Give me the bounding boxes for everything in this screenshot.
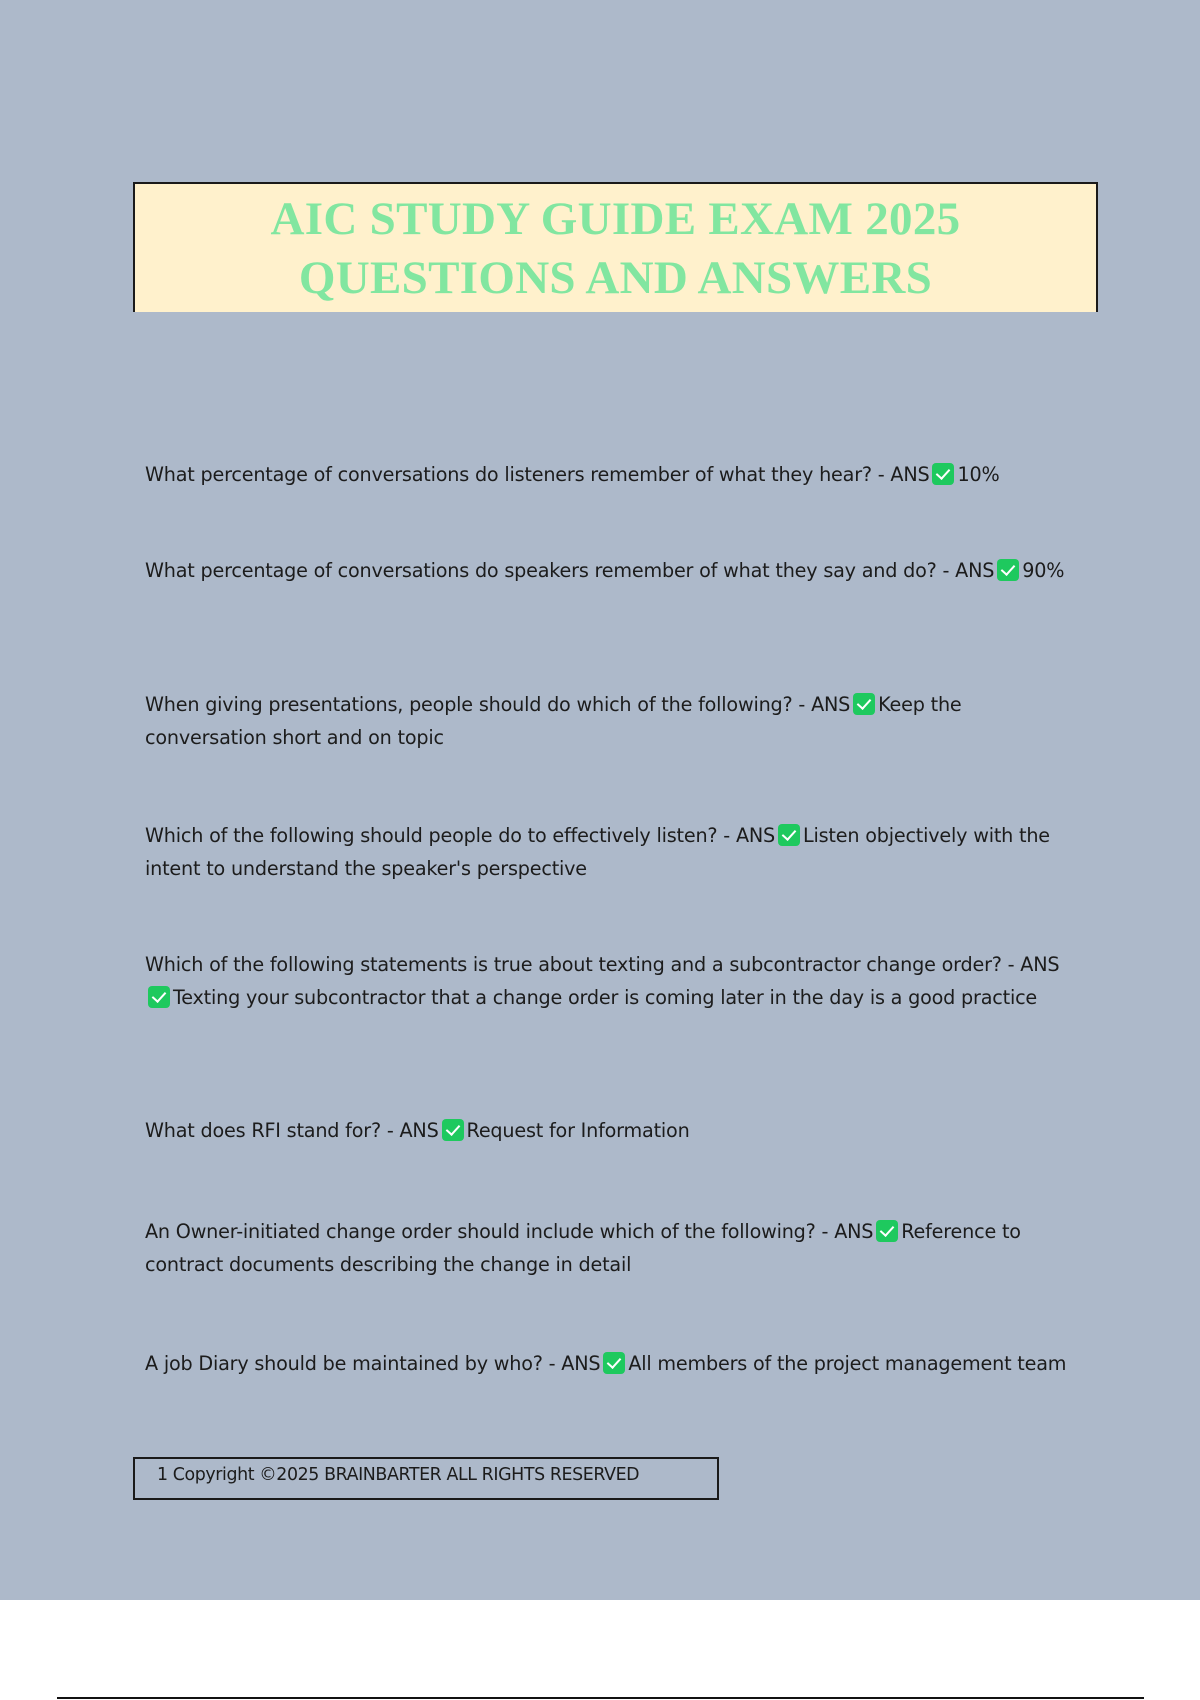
title-banner: [133, 182, 1098, 312]
checkmark-icon: [997, 559, 1019, 581]
title-line-2: QUESTIONS AND ANSWERS: [298, 252, 933, 304]
question-text: What percentage of conversations do listeners remember of what they hear? -: [145, 463, 885, 486]
answer-text: Request for Information: [466, 1119, 690, 1142]
question-text: Which of the following statements is true about texting and a subcontractor change order? -: [145, 953, 1015, 976]
question-text: A job Diary should be maintained by who? -: [145, 1352, 556, 1375]
qa-item: [145, 555, 1085, 588]
answer-marker: ANS: [399, 1119, 439, 1142]
answer-marker: ANS: [890, 463, 930, 486]
answer-text: Reference to contract documents describing the change in detail: [145, 1220, 1021, 1276]
answer-text: All members of the project management team: [628, 1352, 1067, 1375]
copyright-footer: [133, 1457, 719, 1500]
checkmark-icon: [778, 824, 800, 846]
answer-marker: ANS: [1020, 953, 1060, 976]
checkmark-icon: [148, 986, 170, 1008]
question-text: What does RFI stand for? -: [145, 1119, 394, 1142]
answer-marker: ANS: [955, 559, 995, 582]
answer-text: Texting your subcontractor that a change order is coming later in the day is a good practice: [173, 985, 1038, 1009]
answer-marker: ANS: [561, 1352, 601, 1375]
answer-text: Listen objectively with the intent to understand the speaker's perspective: [145, 824, 1050, 880]
qa-item: [145, 459, 1085, 492]
answer-text: Keep the conversation short and on topic: [145, 693, 962, 749]
copyright-text: 1 Copyright ©2025 BRAINBARTER ALL RIGHTS RESERVED: [157, 1465, 640, 1485]
answer-marker: ANS: [735, 824, 775, 847]
question-text: An Owner-initiated change order should include which of the following? -: [145, 1220, 829, 1243]
qa-item: [145, 949, 1085, 1014]
answer-text: 90%: [1022, 559, 1065, 582]
checkmark-icon: [603, 1352, 625, 1374]
qa-item: [145, 1115, 1085, 1148]
qa-item: [145, 689, 1085, 754]
qa-item: [145, 820, 1085, 885]
checkmark-icon: [442, 1119, 464, 1141]
answer-marker: ANS: [811, 693, 851, 716]
question-text: What percentage of conversations do speakers remember of what they say and do? -: [145, 559, 950, 582]
checkmark-icon: [876, 1220, 898, 1242]
question-text: When giving presentations, people should do which of the following? -: [145, 693, 806, 716]
checkmark-icon: [932, 463, 954, 485]
checkmark-icon: [853, 693, 875, 715]
question-text: Which of the following should people do to effectively listen? -: [145, 824, 731, 847]
title-line-1: AIC STUDY GUIDE EXAM 2025: [270, 193, 961, 245]
bottom-divider: [57, 1697, 1144, 1699]
answer-text: 10%: [957, 463, 1000, 486]
qa-item: [145, 1348, 1085, 1381]
qa-item: [145, 1216, 1085, 1281]
answer-marker: ANS: [834, 1220, 874, 1243]
